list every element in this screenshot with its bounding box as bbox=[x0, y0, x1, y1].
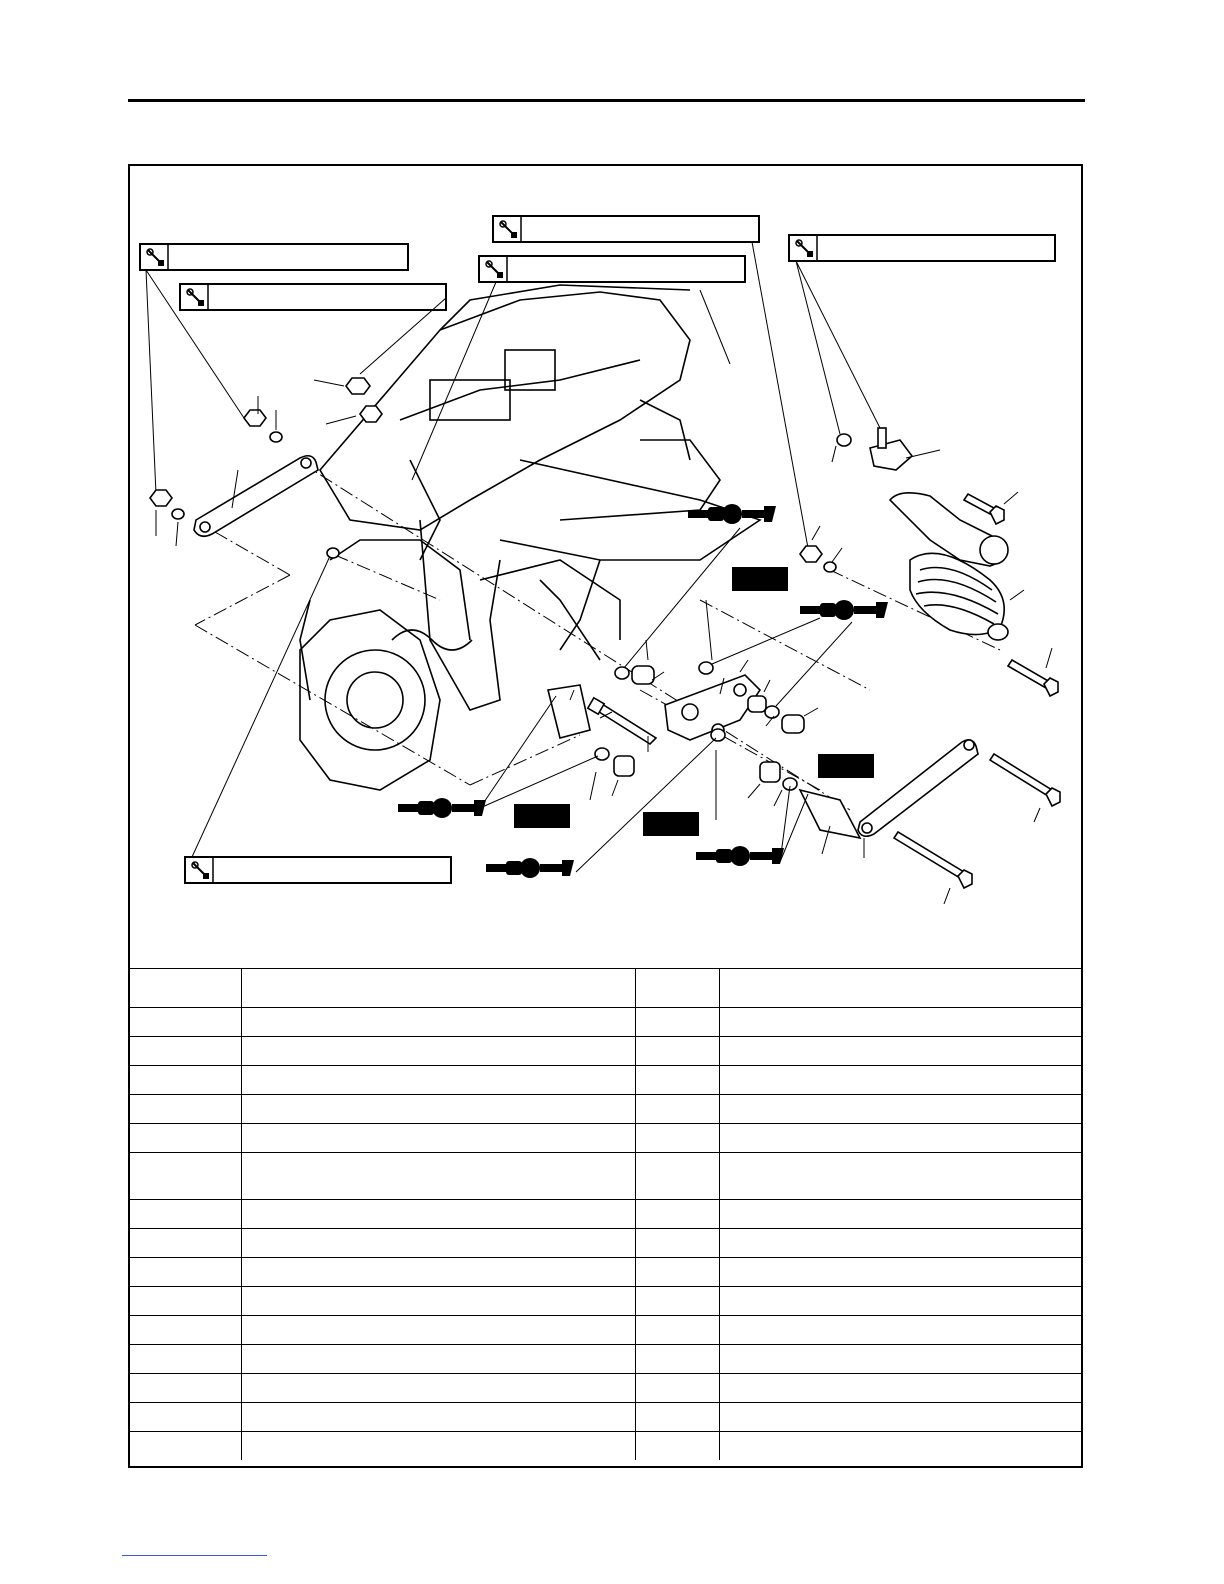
torque-label-5 bbox=[789, 235, 1055, 261]
table-cell bbox=[719, 1432, 1082, 1461]
header-cell bbox=[719, 969, 1082, 1008]
table-row bbox=[130, 1258, 1082, 1287]
collar-part bbox=[800, 790, 860, 838]
table-cell bbox=[635, 1124, 719, 1153]
header-rule bbox=[128, 99, 1085, 102]
nut-part bbox=[360, 406, 382, 422]
table-row bbox=[130, 1008, 1082, 1037]
table-cell bbox=[241, 1403, 635, 1432]
table-cell bbox=[241, 1095, 635, 1124]
table-cell bbox=[130, 1066, 241, 1095]
table-cell bbox=[130, 1095, 241, 1124]
table-cell bbox=[719, 1200, 1082, 1229]
torque-label-2 bbox=[180, 284, 446, 310]
nut-part bbox=[346, 378, 370, 394]
connecting-rod-left bbox=[194, 456, 318, 537]
table-cell bbox=[130, 1258, 241, 1287]
washer-part bbox=[172, 509, 184, 519]
table-cell bbox=[241, 1432, 635, 1461]
header-cell bbox=[241, 969, 635, 1008]
table-cell bbox=[241, 1124, 635, 1153]
header-cell bbox=[635, 969, 719, 1008]
table-cell bbox=[130, 1374, 241, 1403]
table-cell bbox=[719, 1229, 1082, 1258]
table-row bbox=[130, 1066, 1082, 1095]
grease-gun-icon bbox=[398, 798, 486, 818]
table-cell bbox=[719, 1095, 1082, 1124]
table-cell bbox=[719, 1037, 1082, 1066]
table-cell bbox=[719, 1258, 1082, 1287]
table-cell bbox=[130, 1037, 241, 1066]
table-cell bbox=[635, 1037, 719, 1066]
table-cell bbox=[635, 1008, 719, 1037]
table-cell bbox=[241, 1008, 635, 1037]
table-cell bbox=[130, 1200, 241, 1229]
torque-label-1 bbox=[140, 244, 408, 270]
table-cell bbox=[241, 1316, 635, 1345]
table-cell bbox=[635, 1287, 719, 1316]
table-row bbox=[130, 1316, 1082, 1345]
table-cell bbox=[241, 1066, 635, 1095]
table-cell bbox=[719, 1008, 1082, 1037]
table-row bbox=[130, 1432, 1082, 1461]
grease-gun-icon bbox=[800, 600, 888, 620]
table-cell bbox=[719, 1124, 1082, 1153]
table-cell bbox=[130, 1229, 241, 1258]
torque-label-4 bbox=[479, 256, 745, 282]
table-row bbox=[130, 1153, 1082, 1200]
parts-table bbox=[130, 968, 1082, 1460]
table-cell bbox=[130, 1432, 241, 1461]
table-cell bbox=[241, 1345, 635, 1374]
nut-part bbox=[244, 410, 266, 426]
table-cell bbox=[635, 1258, 719, 1287]
table-cell bbox=[719, 1403, 1082, 1432]
table-row bbox=[130, 1229, 1082, 1258]
table-row bbox=[130, 1095, 1082, 1124]
washer-part bbox=[270, 432, 282, 442]
nut-part bbox=[150, 490, 172, 506]
table-cell bbox=[635, 1432, 719, 1461]
table-row bbox=[130, 1037, 1082, 1066]
table-row bbox=[130, 1124, 1082, 1153]
table-header-row bbox=[130, 969, 1082, 1008]
table-cell bbox=[241, 1153, 635, 1200]
table-cell bbox=[241, 1374, 635, 1403]
connecting-rod-right bbox=[858, 740, 978, 837]
table-cell bbox=[635, 1153, 719, 1200]
table-cell bbox=[635, 1403, 719, 1432]
header-cell bbox=[130, 969, 241, 1008]
table-row bbox=[130, 1374, 1082, 1403]
table-cell bbox=[241, 1229, 635, 1258]
table-cell bbox=[241, 1258, 635, 1287]
grease-gun-icon bbox=[696, 846, 784, 866]
table-cell bbox=[635, 1095, 719, 1124]
table-cell bbox=[635, 1200, 719, 1229]
table-cell bbox=[719, 1287, 1082, 1316]
table-cell bbox=[635, 1229, 719, 1258]
table-row bbox=[130, 1200, 1082, 1229]
table-cell bbox=[635, 1374, 719, 1403]
table-cell bbox=[635, 1345, 719, 1374]
table-cell bbox=[719, 1316, 1082, 1345]
table-cell bbox=[719, 1153, 1082, 1200]
torque-label-6 bbox=[185, 857, 451, 883]
table-cell bbox=[241, 1287, 635, 1316]
table-cell bbox=[635, 1066, 719, 1095]
table-cell bbox=[241, 1037, 635, 1066]
washer-part bbox=[327, 548, 339, 558]
table-row bbox=[130, 1403, 1082, 1432]
table-cell bbox=[130, 1153, 241, 1200]
table-cell bbox=[130, 1403, 241, 1432]
table-cell bbox=[130, 1316, 241, 1345]
parts bbox=[150, 378, 1060, 888]
exploded-diagram bbox=[130, 166, 1081, 968]
torque-label-3 bbox=[493, 216, 759, 242]
table-row bbox=[130, 1345, 1082, 1374]
table-cell bbox=[130, 1124, 241, 1153]
table-cell bbox=[719, 1345, 1082, 1374]
table-cell bbox=[130, 1287, 241, 1316]
table-cell bbox=[635, 1316, 719, 1345]
table-cell bbox=[130, 1008, 241, 1037]
grease-gun-icon bbox=[486, 858, 574, 878]
bracket-part bbox=[870, 440, 912, 470]
table-row bbox=[130, 1287, 1082, 1316]
table-cell bbox=[241, 1200, 635, 1229]
collar-part bbox=[548, 685, 590, 738]
table-cell bbox=[719, 1066, 1082, 1095]
footer-link-underline[interactable] bbox=[122, 1555, 267, 1556]
table-cell bbox=[130, 1345, 241, 1374]
table-cell bbox=[719, 1374, 1082, 1403]
